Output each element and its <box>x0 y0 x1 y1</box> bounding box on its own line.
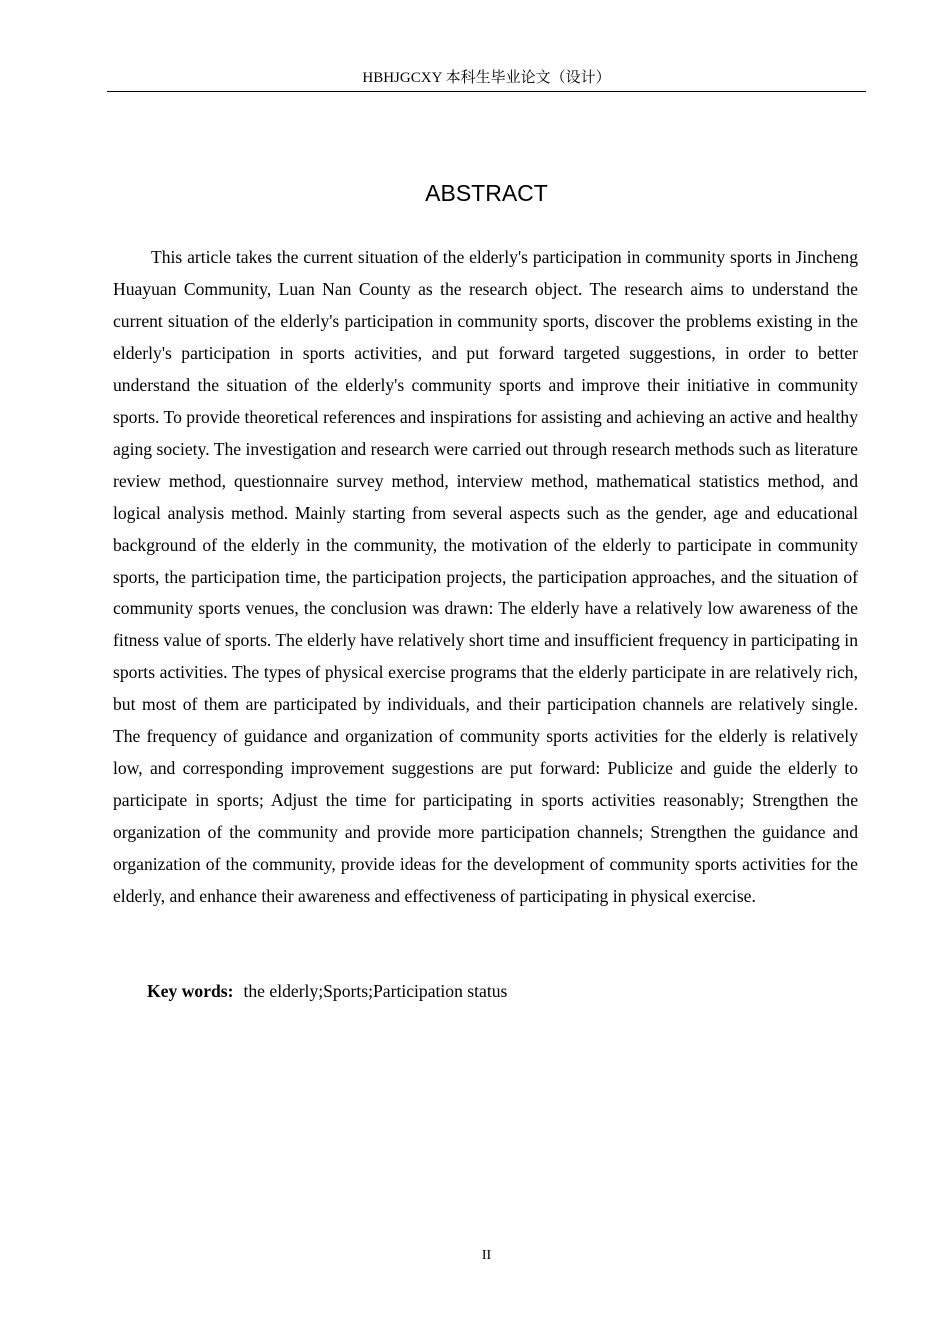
keywords-label: Key words: <box>147 981 234 1001</box>
abstract-body: This article takes the current situation of the elderly's participation in community sports in Jincheng Huayuan Community, Luan Nan County as the research object. The research aims to understand the current situation of the elderly's participation in community sports, discover the problems existing in the elderly's participation in sports activities, and put forward targeted suggestions, in order to better understand the situation of the elderly's community sports and improve their initiative in community sports. To provide theoretical references and inspirations for assisting and achieving an active and healthy aging society. The investigation and research were carried out through research methods such as literature review method, questionnaire survey method, interview method, mathematical statistics method, and logical analysis method. Mainly starting from several aspects such as the gender, age and educational background of the elderly in the community, the motivation of the elderly to participate in community sports, the participation time, the participation projects, the participation approaches, and the situation of community sports venues, the conclusion was drawn: The elderly have a relatively low awareness of the fitness value of sports. The elderly have relatively short time and insufficient frequency in participating in sports activities. The types of physical exercise programs that the elderly participate in are relatively rich, but most of them are participated by individuals, and their participation channels are relatively single. The frequency of guidance and organization of community sports activities for the elderly is relatively low, and corresponding improvement suggestions are put forward: Publicize and guide the elderly to participate in sports; Adjust the time for participating in sports activities reasonably; Strengthen the organization of the community and provide more participation channels; Strengthen the guidance and organization of the community, provide ideas for the development of community sports activities for the elderly, and enhance their awareness and effectiveness of participating in physical exercise. <box>113 247 858 907</box>
keywords-text: the elderly;Sports;Participation status <box>243 981 508 1001</box>
abstract-title: ABSTRACT <box>425 180 548 206</box>
page-number: II <box>481 1248 492 1263</box>
running-header: HBHJGCXY 本科生毕业论文（设计） <box>362 70 611 86</box>
header-rule <box>107 91 866 92</box>
keywords-line <box>147 976 858 1008</box>
